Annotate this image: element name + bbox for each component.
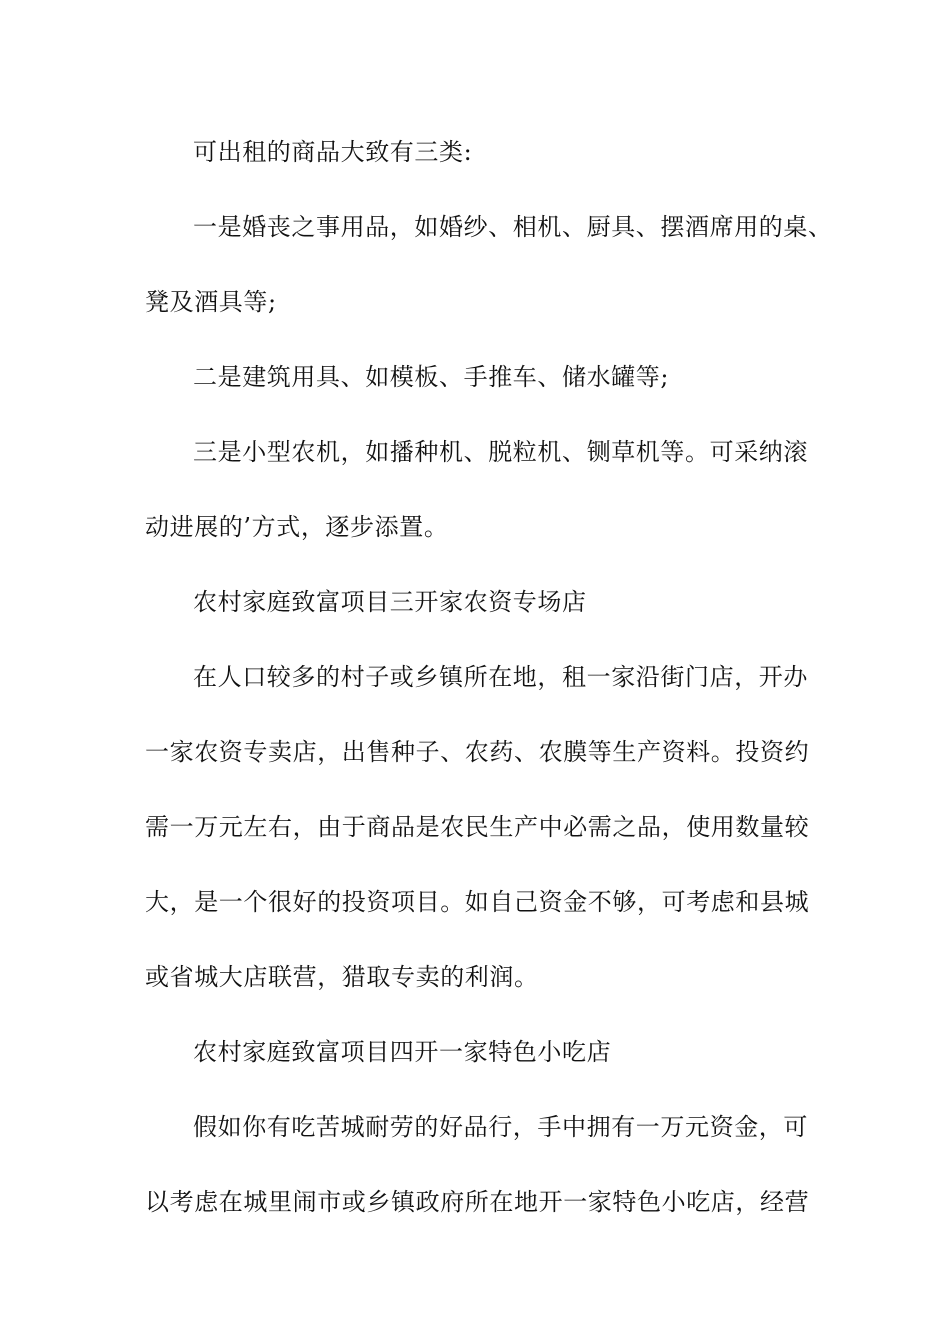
paragraph-rental-intro: 可出租的商品大致有三类: <box>193 138 473 166</box>
paragraph-project-four-line-1: 假如你有吃苦城耐劳的好品行，手中拥有一万元资金，可 <box>193 1113 808 1141</box>
paragraph-project-three-line-2: 一家农资专卖店，出售种子、农药、农膜等生产资料。投资约 <box>145 738 810 766</box>
paragraph-category-three-line-1: 三是小型农机，如播种机、脱粒机、铡草机等。可采纳滚 <box>193 438 808 466</box>
paragraph-project-three-line-4: 大，是一个很好的投资项目。如自己资金不够，可考虑和县城 <box>145 888 810 916</box>
paragraph-project-four-line-2: 以考虑在城里闹市或乡镇政府所在地开一家特色小吃店，经营 <box>145 1188 810 1216</box>
heading-project-four: 农村家庭致富项目四开一家特色小吃店 <box>193 1038 612 1066</box>
paragraph-category-three-line-2: 动进展的’方式，逐步添置。 <box>145 513 449 541</box>
paragraph-category-one-line-2: 凳及酒具等; <box>145 288 277 316</box>
paragraph-category-one-line-1: 一是婚丧之事用品，如婚纱、相机、厨具、摆酒席用的桌、 <box>193 213 833 241</box>
paragraph-project-three-line-3: 需一万元左右，由于商品是农民生产中必需之品，使用数量较 <box>145 813 810 841</box>
paragraph-project-three-line-1: 在人口较多的村子或乡镇所在地，租一家沿街门店，开办 <box>193 663 808 691</box>
paragraph-category-two: 二是建筑用具、如模板、手推车、储水罐等; <box>193 363 670 391</box>
paragraph-project-three-line-5: 或省城大店联营，猎取专卖的利润。 <box>145 963 539 991</box>
heading-project-three: 农村家庭致富项目三开家农资专场店 <box>193 588 587 616</box>
